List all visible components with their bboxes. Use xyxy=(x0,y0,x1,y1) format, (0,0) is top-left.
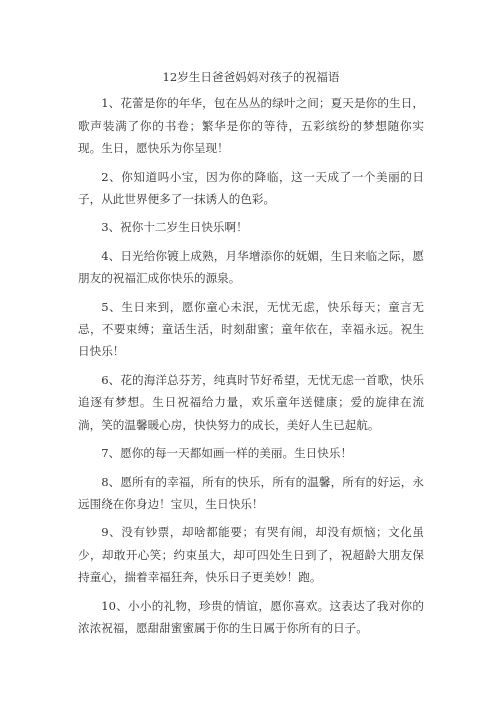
blessing-paragraph-3: 3、祝你十二岁生日快乐啊！ xyxy=(101,220,248,235)
blessing-paragraph-1: 1、花蕾是你的年华，包在丛丛的绿叶之间；夏天是你的生日，歌声装满了你的书卷；繁华是你的等待，五彩缤纷的梦想随你实现。生日，愿快乐为你呈现！ xyxy=(78,96,424,156)
blessing-paragraph-7: 7、愿你的每一天都如画一样的美丽。生日快乐！ xyxy=(101,446,353,461)
document-body xyxy=(78,66,424,645)
blessing-paragraph-6: 6、花的海洋总芬芳，纯真时节好希望，无忧无虑一首歌，快乐追逐有梦想。生日祝福给力量，欢乐童年送健康；爱的旋律在流淌，笑的温馨暖心房，快快努力的成长，美好人生已起航。 xyxy=(78,372,424,432)
blessing-paragraph-8: 8、愿所有的幸福，所有的快乐，所有的温馨，所有的好运，永远围绕在你身边！宝贝，生日快乐！ xyxy=(78,474,424,511)
blessing-paragraph-10: 10、小小的礼物，珍贵的情谊，愿你喜欢。这表达了我对你的浓浓祝福，愿甜甜蜜蜜属于你的生日属于你所有的日子。 xyxy=(78,598,424,635)
blessing-paragraph-9: 9、没有钞票，却啥都能要；有哭有闹，却没有烦恼；文化虽少，却敢开心笑；约束虽大，却可四处生日到了，祝超龄大朋友保持童心，揣着幸福狂奔，快乐日子更美妙！跑。 xyxy=(78,525,424,585)
blessing-paragraph-4: 4、日光给你镀上成熟，月华增添你的妩媚，生日来临之际，愿朋友的祝福汇成你快乐的源泉。 xyxy=(78,248,424,286)
blessing-paragraph-5: 5、生日来到，愿你童心未泯，无忧无虑，快乐每天；童言无忌，不要束缚；童话生活，时刻甜蜜；童年依在，幸福永远。祝生日快乐！ xyxy=(78,299,424,359)
blessing-paragraph-2: 2、你知道吗小宝，因为你的降临，这一天成了一个美丽的日子，从此世界便多了一抹诱人的色彩。 xyxy=(78,169,424,207)
document-title: 12岁生日爸爸妈妈对孩子的祝福语 xyxy=(162,70,340,84)
